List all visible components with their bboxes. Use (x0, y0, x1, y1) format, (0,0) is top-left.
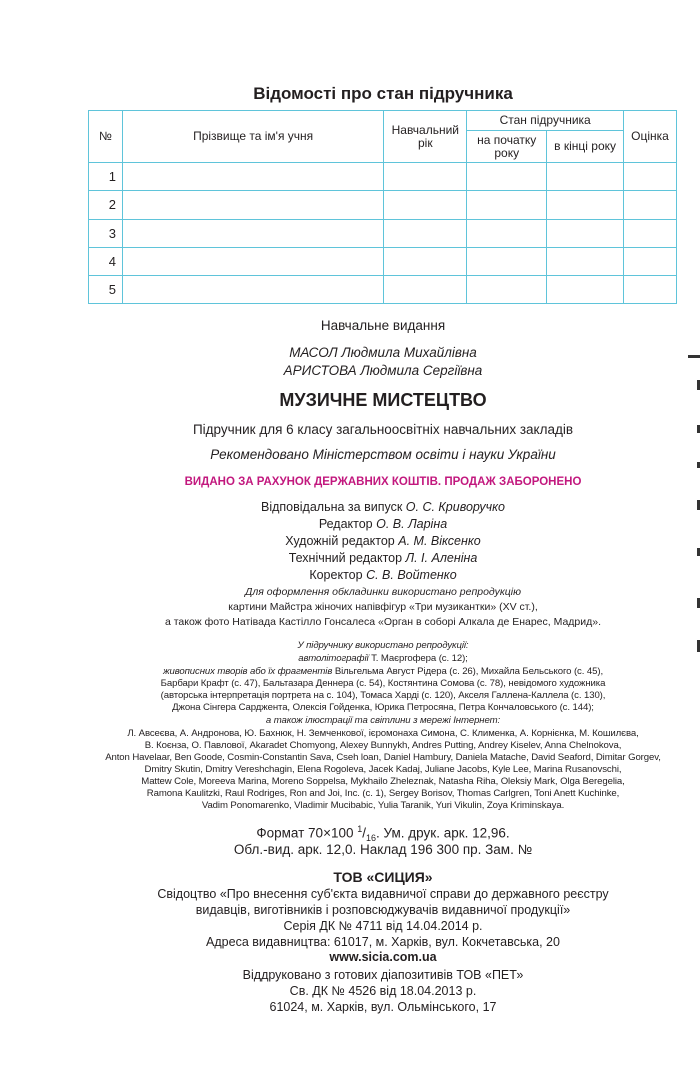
printer-line: 61024, м. Харків, вул. Ольмінського, 17 (269, 1000, 497, 1014)
author-1: МАСОЛ Людмила Михайлівна (289, 345, 477, 360)
credits-line: Барбари Крафт (с. 47), Бальтазара Деннера (с. 54), Костянтина Сомова (с. 78), невідомого художника (160, 678, 606, 689)
staff-line: Відповідальна за випуск О. С. Криворучко (260, 500, 506, 514)
staff-line: Художній редактор А. М. Віксенко (285, 534, 481, 548)
start-cell[interactable] (467, 191, 547, 219)
credits-line: живописних творів або їх фрагментів Вільгельма Август Рідера (с. 26), Михайла Бельського (с. 45), (162, 666, 604, 677)
cover-line-1: Для оформлення обкладинки використано репродукцію (244, 586, 522, 598)
book-subtitle: Підручник для 6 класу загальноосвітніх навчальних закладів (192, 422, 574, 437)
table-title: Відомості про стан підручника (253, 84, 513, 103)
staff-line: Редактор О. В. Ларіна (318, 517, 448, 531)
cover-line-2: картини Майстра жіночих напівфігур «Три музикантки» (XV ст.), (228, 601, 538, 613)
credits-line: Dmitry Skutin, Dmitry Vereshchagin, Elena Rogoleva, Jacek Kadaj, Juliane Jacobs, Kyle Lee, Marina Rusanovschi, (144, 764, 622, 775)
table-row: 2 (89, 191, 677, 219)
name-cell[interactable] (122, 163, 383, 191)
credits-line: Джона Сінгера Сарджента, Олексія Гойденка, Юрика Петросяна, Петра Кончаловського (с. 144); (172, 702, 594, 713)
recommended-line: Рекомендовано Міністерством освіти і науки України (210, 447, 556, 462)
year-cell[interactable] (384, 219, 467, 247)
grade-cell[interactable] (624, 191, 677, 219)
staff-line: Коректор С. В. Войтенко (309, 568, 457, 582)
printer-line: Віддруковано з готових діапозитивів ТОВ «ПЕТ» (242, 968, 524, 982)
cover-line-3: а також фото Натівада Кастілло Гонсалеса «Орган в соборі Алкала де Енарес, Мадрид». (164, 616, 602, 628)
publisher-line: Серія ДК № 4711 від 14.04.2014 р. (283, 919, 483, 933)
year-cell[interactable] (384, 191, 467, 219)
name-cell[interactable] (122, 219, 383, 247)
table-row: 5 (89, 275, 677, 303)
year-cell[interactable] (384, 247, 467, 275)
publisher-address: Адреса видавництва: 61017, м. Харків, вул. Кокчетавська, 20 (206, 935, 560, 949)
end-cell[interactable] (547, 191, 624, 219)
credits-line: В. Коєнза, О. Павлової, Akaradet Chomyong, Alexey Bunnykh, Andres Putting, Andrey Kiselev, Anna Chelnokova, (144, 740, 622, 751)
edition-type: Навчальне видання (320, 318, 446, 333)
header-start: на початку року (467, 131, 547, 163)
credits-line: Ramona Kaulitzki, Raul Rodriges, Ron and Joi, Inc. (c. 1), Sergey Borisov, Thomas Carlgren, Toni Anett Kuchinke, (146, 788, 620, 799)
table-row: 1 (89, 163, 677, 191)
grade-cell[interactable] (624, 247, 677, 275)
name-cell[interactable] (122, 247, 383, 275)
start-cell[interactable] (467, 247, 547, 275)
publisher-website[interactable]: www.sicia.com.ua (329, 950, 437, 964)
grade-cell[interactable] (624, 219, 677, 247)
crop-mark (688, 355, 700, 358)
header-end: в кінці року (547, 131, 624, 163)
end-cell[interactable] (547, 247, 624, 275)
table-row: 4 (89, 247, 677, 275)
end-cell[interactable] (547, 219, 624, 247)
start-cell[interactable] (467, 219, 547, 247)
credits-line: Anton Havelaar, Ben Goode, Cosmin-Constantin Sava, Cseh loan, Daniel Hambury, Daniela Matache, David Seaford, Dimitar Gorgev, (105, 752, 661, 763)
header-name: Прізвище та ім'я учня (122, 111, 383, 163)
credits-line: У підручнику використано репродукції: (297, 640, 469, 651)
end-cell[interactable] (547, 163, 624, 191)
header-num: № (89, 111, 123, 163)
textbook-condition-table (88, 110, 677, 304)
header-grade: Оцінка (624, 111, 677, 163)
publisher-name: ТОВ «СИЦИЯ» (333, 869, 433, 885)
printer-line: Св. ДК № 4526 від 18.04.2013 р. (289, 984, 477, 998)
publisher-line: Свідоцтво «Про внесення суб'єкта видавничої справи до державного реєстру (157, 887, 609, 901)
header-state: Стан підручника (467, 111, 624, 131)
author-2: АРИСТОВА Людмила Сергіївна (283, 363, 483, 378)
table-row: 3 (89, 219, 677, 247)
format-line-1: Формат 70×100 $^1/_{16}$. Ум. друк. арк. 12,96. (256, 824, 510, 844)
staff-line: Технічний редактор Л. І. Аленіна (288, 551, 478, 565)
credits-line: (авторська інтерпретація портрета на с. 104), Томаса Харді (с. 120), Акселя Галлена-Каллела (с. 130), (160, 690, 606, 701)
grade-cell[interactable] (624, 275, 677, 303)
start-cell[interactable] (467, 163, 547, 191)
credits-line: Vadim Ponomarenko, Vladimir Mucibabic, Yulia Taranik, Yuri Vikulin, Zoya Kriminskaya. (201, 800, 565, 811)
year-cell[interactable] (384, 163, 467, 191)
name-cell[interactable] (122, 275, 383, 303)
name-cell[interactable] (122, 191, 383, 219)
end-cell[interactable] (547, 275, 624, 303)
book-title: МУЗИЧНЕ МИСТЕЦТВО (279, 390, 487, 410)
credits-line: Mattew Cole, Moreeva Marina, Moreno Soppelsa, Mykhailo Zheleznak, Natasha Riha, Oleksiy Mark, Olga Beregelia, (141, 776, 625, 787)
start-cell[interactable] (467, 275, 547, 303)
credits-line: Л. Авсеєва, А. Андронова, Ю. Бахнюк, Н. Земченкової, ієромонаха Симона, С. Клименка, А. Корнієнка, М. Кошилєва, (127, 728, 639, 739)
header-year: Навчальний рік (384, 111, 467, 163)
format-line-2: Обл.-вид. арк. 12,0. Наклад 196 300 пр. Зам. № (233, 842, 533, 857)
year-cell[interactable] (384, 275, 467, 303)
publisher-line: видавців, виготівників і розповсюджувачів видавничої продукції» (195, 903, 571, 917)
credits-line: а також ілюстрації та світлини з мережі Інтернет: (265, 715, 501, 726)
sale-notice: ВИДАНО ЗА РАХУНОК ДЕРЖАВНИХ КОШТІВ. ПРОДАЖ ЗАБОРОНЕНО (184, 476, 582, 488)
credits-line: автолітографії Т. Маєргофера (с. 12); (298, 653, 468, 664)
grade-cell[interactable] (624, 163, 677, 191)
